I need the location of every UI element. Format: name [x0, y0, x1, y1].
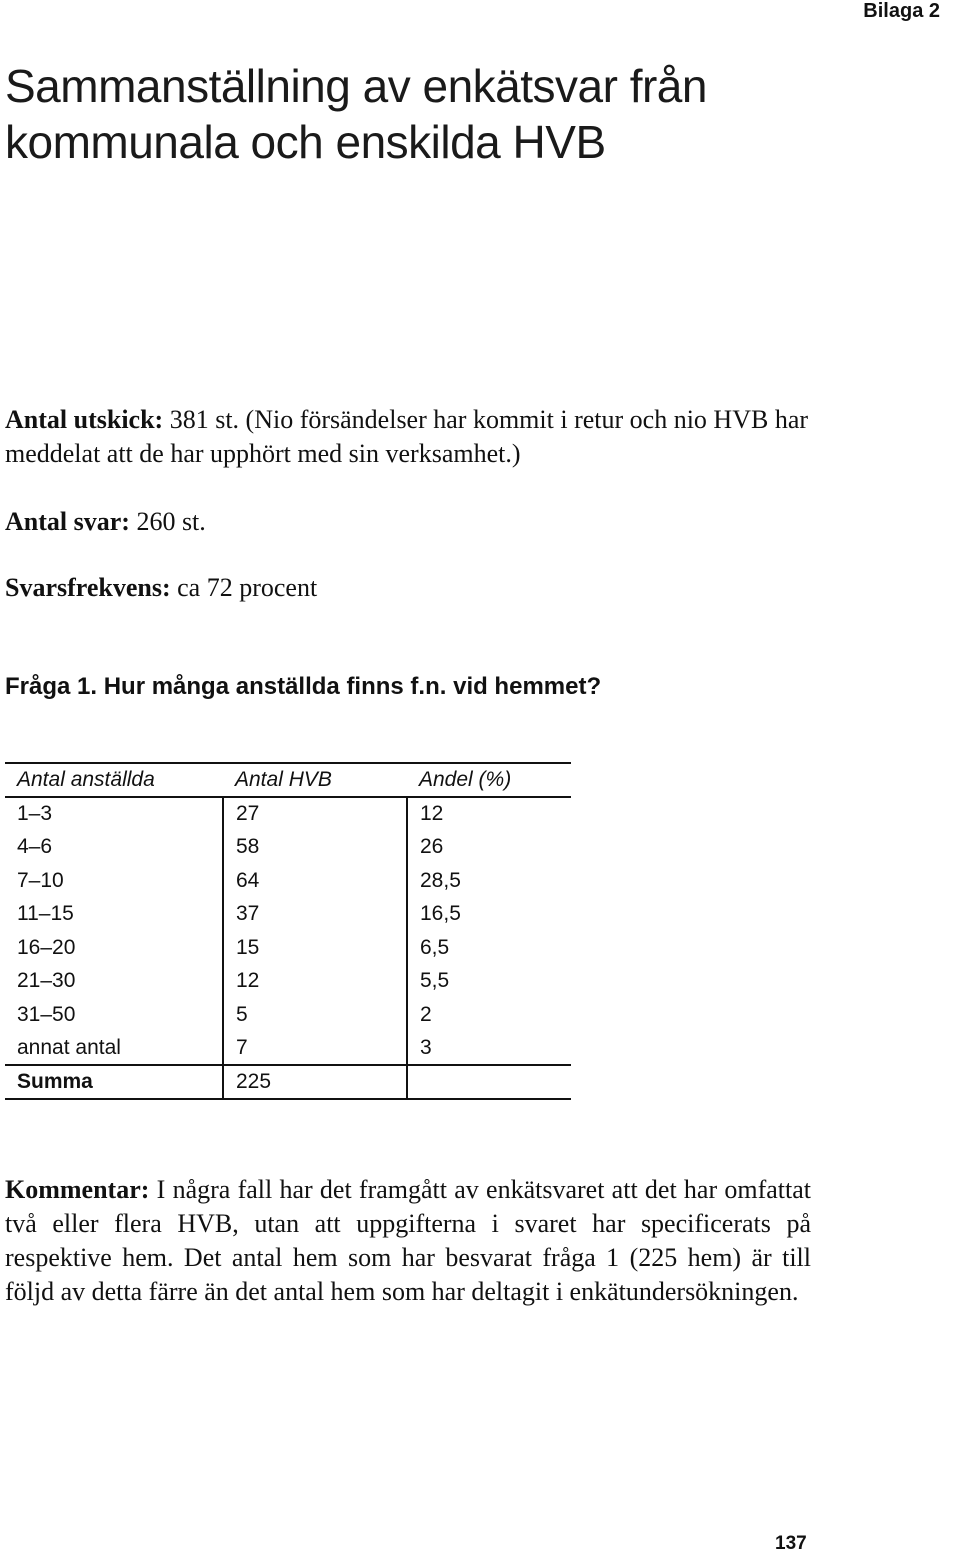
- table-cell: 1–3: [17, 801, 53, 825]
- response-rate-paragraph: [5, 571, 317, 605]
- staff-count-table: [5, 762, 571, 1100]
- table-cell: annat antal: [17, 1036, 121, 1060]
- question-heading: Fråga 1. Hur många anställda finns f.n. vid hemmet?: [5, 673, 602, 700]
- table-row: [5, 864, 571, 898]
- table-cell: 5,5: [407, 965, 571, 999]
- title-line-2: kommunala och enskilda HVB: [5, 116, 606, 168]
- table-cell: 12: [407, 797, 571, 831]
- sum-value: 225: [223, 1065, 407, 1099]
- response-rate-label: Svarsfrekvens:: [5, 573, 171, 602]
- table-row: [5, 965, 571, 999]
- response-count-text: 260 st.: [136, 507, 206, 536]
- table-cell: 28,5: [407, 864, 571, 898]
- sum-label: Summa: [5, 1065, 223, 1099]
- table-cell: 11–15: [17, 902, 74, 926]
- table-cell: 5: [223, 998, 407, 1032]
- column-header: Antal anställda: [5, 763, 223, 797]
- comment-text: I några fall har det framgått av enkätsvaret att det har omfattat två eller flera HVB, utan att uppgifterna i svaret har specificerats på respektive hem. Det antal hem som har besvarat fråga 1 (225 hem) är till följd av detta färre än det antal hem som har deltagit i enkätundersökningen.: [5, 1175, 812, 1306]
- table-cell: 26: [407, 830, 571, 864]
- table-cell: 31–50: [17, 1002, 76, 1026]
- table-row: [5, 797, 571, 831]
- table-cell: 16–20: [17, 935, 76, 959]
- table-cell: 7: [223, 1032, 407, 1066]
- response-count-label: Antal svar:: [5, 507, 130, 536]
- table-header-row: [5, 763, 571, 797]
- table-cell: 15: [223, 931, 407, 965]
- table-row: [5, 998, 571, 1032]
- comment-label: Kommentar:: [5, 1175, 150, 1204]
- title-line-1: Sammanställning av enkätsvar från: [5, 60, 707, 112]
- appendix-label: Bilaga 2: [863, 0, 940, 22]
- table-cell: 12: [223, 965, 407, 999]
- table-row: [5, 830, 571, 864]
- sum-empty-cell: [407, 1065, 571, 1099]
- table-sum-row: [5, 1065, 571, 1099]
- table-row: [5, 931, 571, 965]
- table-cell: 7–10: [17, 868, 64, 892]
- table-cell: 4–6: [17, 834, 53, 858]
- response-count-paragraph: [5, 505, 206, 539]
- response-rate-text: ca 72 procent: [177, 573, 318, 602]
- mailing-count-paragraph: [5, 403, 815, 471]
- table-cell: 3: [407, 1032, 571, 1066]
- table-cell: 58: [223, 830, 407, 864]
- table-row: [5, 1032, 571, 1066]
- table-cell: 16,5: [407, 897, 571, 931]
- table-cell: 6,5: [407, 931, 571, 965]
- mailing-count-text: 381 st. (Nio försändelser har kommit i retur och nio HVB har meddelat att de har upphört med sin verksamhet.): [5, 405, 809, 468]
- page-title: [5, 58, 707, 170]
- table-row: [5, 897, 571, 931]
- column-header: Andel (%): [407, 763, 571, 797]
- table-cell: 21–30: [17, 969, 76, 993]
- comment-paragraph: [5, 1173, 811, 1309]
- column-header: Antal HVB: [223, 763, 407, 797]
- table-cell: 2: [407, 998, 571, 1032]
- table-cell: 27: [223, 797, 407, 831]
- table-cell: 37: [223, 897, 407, 931]
- table-cell: 64: [223, 864, 407, 898]
- page-number: 137: [775, 1533, 807, 1554]
- mailing-count-label: Antal utskick:: [5, 405, 164, 434]
